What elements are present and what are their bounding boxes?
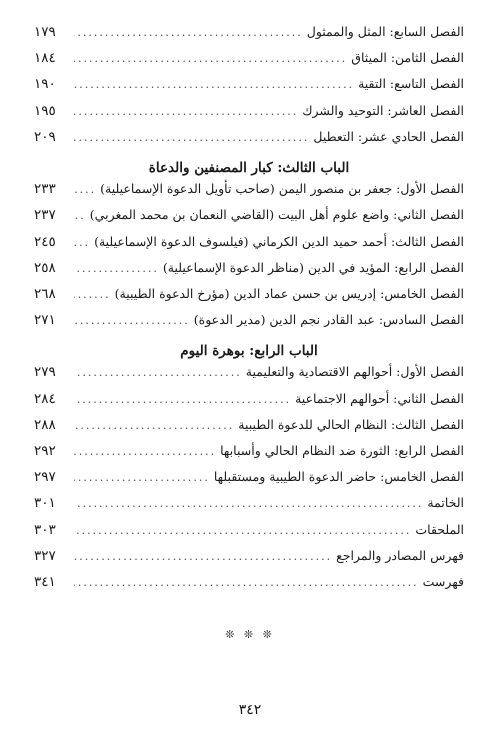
toc-entry-title: الفصل السابع: المثل والممثول — [306, 24, 464, 39]
toc-entry — [34, 103, 464, 129]
toc-entry-page: ٢٩٢ — [34, 443, 56, 459]
dot-leader — [74, 105, 298, 118]
toc-entry — [34, 260, 464, 286]
toc-entry-page: ٢٧٩ — [34, 364, 56, 381]
dot-leader — [74, 131, 309, 144]
toc-entry-title: الفصل العاشر: التوحيد والشرك — [302, 102, 464, 118]
toc-entry-title: الفصل الأول: جعفر بن منصور اليمن (صاحب تأويل الدعوة الإسماعيلية) — [100, 181, 464, 197]
toc-entry-title: الخاتمة — [427, 495, 464, 511]
toc-entry-title: فهرس المصادر والمراجع — [336, 547, 464, 563]
part-heading: الباب الرابع: بوهرة اليوم — [180, 343, 318, 360]
toc-entry-page: ١٩٥ — [34, 102, 56, 119]
toc-entry — [34, 469, 464, 495]
toc-entry — [34, 574, 464, 600]
toc-entry-title: الفصل السادس: عبد القادر نجم الدين (مدير الدعوة) — [193, 312, 464, 328]
toc-entry — [34, 207, 464, 233]
toc-entry — [34, 286, 464, 312]
toc-entry-page: ٢٤٥ — [34, 233, 56, 250]
dot-leader — [74, 576, 419, 589]
dot-leader — [74, 262, 159, 275]
toc-entry-title: الفصل الثامن: الميثاق — [351, 50, 464, 66]
toc-entry — [34, 312, 464, 338]
toc-entry-title: الملحقات — [415, 521, 464, 537]
dot-leader — [74, 497, 423, 510]
toc-entry — [34, 129, 464, 155]
toc-entry — [34, 391, 464, 417]
toc-entry-page: ٣٠٣ — [34, 521, 56, 538]
toc-entry-page: ٢٨٨ — [34, 416, 56, 433]
toc-entry — [34, 76, 464, 102]
toc-entry-page: ١٧٩ — [34, 24, 56, 40]
dot-leader — [74, 183, 96, 196]
dot-leader — [74, 209, 86, 222]
toc-entry-title: الفصل الثالث: أحمد حميد الدين الكرماني (فيلسوف الدعوة الإسماعيلية) — [94, 233, 464, 249]
dot-leader — [74, 314, 190, 327]
toc-entry-page: ٢٧١ — [34, 312, 56, 329]
toc-entry-page: ٢٣٧ — [34, 207, 56, 224]
page-number: ٣٤٢ — [238, 702, 262, 718]
toc-entry-title: الفصل الرابع: المؤيد في الدين (مناظر الدعوة الإسماعيلية) — [162, 259, 464, 275]
toc-entry-title: الفصل الثاني: أحوالهم الاجتماعية — [295, 390, 464, 406]
toc-entry — [34, 50, 464, 76]
toc-entry-title: الفصل الخامس: حاضر الدعوة الطيبية ومستقبلها — [213, 469, 464, 485]
toc-entry-title: الفصل الرابع: الثورة ضد النظام الحالي وأسبابها — [220, 443, 464, 458]
toc-entry-title: فهرست — [422, 573, 464, 589]
toc-entry-page: ٢٦٨ — [34, 285, 56, 302]
toc-entry-page: ٢٣٣ — [34, 181, 56, 198]
toc-entry-page: ٢٥٨ — [34, 259, 56, 276]
dot-leader — [74, 52, 347, 65]
toc-entry — [34, 443, 464, 469]
toc-entry-title: الفصل الأول: أحوالهم الاقتصادية والتعليمية — [245, 364, 464, 380]
dot-leader — [74, 471, 210, 484]
table-of-contents — [34, 24, 464, 600]
toc-entry-page: ٢٨٤ — [34, 390, 56, 407]
toc-entry-page: ١٩٠ — [34, 76, 56, 93]
section-ornament: ❊ ❊ ❊ — [225, 628, 275, 641]
part-heading: الباب الثالث: كبار المصنفين والدعاة — [148, 160, 350, 177]
toc-entry — [34, 417, 464, 443]
toc-entry-title: الفصل الحادي عشر: التعطيل — [313, 128, 464, 144]
toc-entry-page: ٢٩٧ — [34, 469, 56, 486]
dot-leader — [74, 288, 111, 301]
toc-entry-page: ٣٠١ — [34, 495, 56, 512]
dot-leader — [74, 550, 332, 563]
toc-entry-title: الفصل التاسع: التقية — [358, 76, 464, 92]
toc-entry-page: ١٨٤ — [34, 50, 56, 67]
dot-leader — [74, 26, 303, 39]
dot-leader — [74, 236, 90, 249]
dot-leader — [74, 524, 411, 537]
toc-entry-page: ٢٠٩ — [34, 128, 56, 145]
toc-entry-title: الفصل الخامس: إدريس بن حسن عماد الدين (مؤرخ الدعوة الطيبية) — [114, 285, 464, 301]
toc-entry-page: ٣٤١ — [34, 573, 56, 590]
toc-entry — [34, 364, 464, 390]
toc-entry — [34, 522, 464, 548]
dot-leader — [74, 393, 291, 406]
toc-entry — [34, 548, 464, 574]
toc-entry-title: الفصل الثاني: واضع علوم أهل البيت (القاضي النعمان بن محمد المغربي) — [89, 207, 464, 223]
toc-entry — [34, 181, 464, 207]
dot-leader — [74, 445, 216, 458]
toc-entry — [34, 495, 464, 521]
dot-leader — [74, 419, 234, 432]
toc-entry — [34, 234, 464, 260]
toc-entry — [34, 24, 464, 50]
dot-leader — [74, 78, 354, 91]
toc-entry-title: الفصل الثالث: النظام الحالي للدعوة الطيبية — [238, 416, 464, 432]
toc-entry-page: ٣٢٧ — [34, 547, 56, 564]
dot-leader — [74, 366, 242, 379]
